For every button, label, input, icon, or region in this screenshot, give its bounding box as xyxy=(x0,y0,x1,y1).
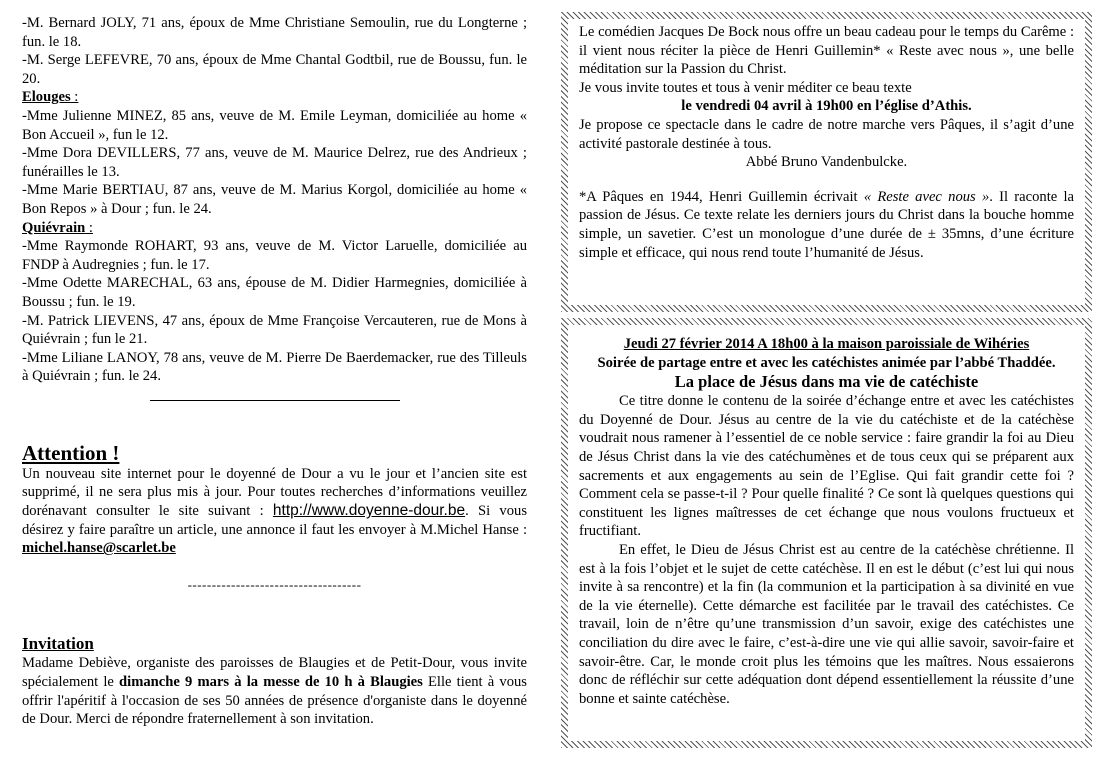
invitation-text: Madame Debiève, organiste des paroisses de Blaugies et de Petit-Dour, vous invite spécialement le dimanche 9 mars à la messe de 10 h à Blaugies Elle tient à vous offrir l'apéritif à l'occasion de ses 50 années de présence d'organiste dans le doyenné de Dour. Merci de répondre fraternellement à son invitation. xyxy=(22,655,527,728)
theatre-date: le vendredi 04 avril à 19h00 en l’église d’Athis. xyxy=(681,98,972,115)
event-subtitle: Soirée de partage entre et avec les catéchistes animée par l’abbé Thaddée. xyxy=(597,354,1056,371)
signature: Abbé Bruno Vandenbulcke. xyxy=(745,154,908,171)
left-column xyxy=(22,14,527,729)
theatre-context: Je propose ce spectacle dans le cadre de notre marche vers Pâques, il s’agit d’une activité pastorale destinée à tous. xyxy=(579,116,1074,152)
section-heading-elouges: Elouges : xyxy=(22,89,79,106)
footnote: *A Pâques en 1944, Henri Guillemin écrivait « Reste avec nous ». Il raconte la passion de Jésus. Ce texte relate les derniers jours du Christ dans la bouche homme simple, un savetier. C’est un monologue d’une durée de ± 35mns, d’une écriture simple et efficace, qui nous rend toute l’humanité de Jésus. xyxy=(579,188,1075,261)
invitation-heading: Invitation xyxy=(22,634,94,654)
section-divider xyxy=(150,400,400,401)
website-link[interactable]: http://www.doyenne-dour.be xyxy=(272,502,466,520)
event-paragraph: Ce titre donne le contenu de la soirée d’échange entre et avec les catéchistes du Doyenné de Dour. Jésus au centre de la vie du catéchiste et de la catéchèse voudrait nous ramener à l’essentiel de ce noble service : faire grandir la foi au Dieu de Jésus Christ dans la vie des catéchumènes et de tous ceux qui se préparent aux sacrements et aux engagements au sein de l’Eglise. Qui fait grandir cette foi ? Comment cela se passe-t-il ? Pour quelle finalité ? Ce sont là quelques questions qui constituent les lignes maîtresses de cet échange que nous voulons fructueux et fructifiant. xyxy=(579,393,1074,540)
event-title: La place de Jésus dans ma vie de catéchiste xyxy=(674,372,979,392)
obituary-entry: -M. Bernard JOLY, 71 ans, époux de Mme Christiane Semoulin, rue du Longterne ; fun. le 18. xyxy=(22,15,527,50)
obituary-entry: -Mme Liliane LANOY, 78 ans, veuve de M. Pierre De Baerdemacker, rue des Tilleuls à Quiévrain ; fun. le 24. xyxy=(22,349,527,385)
obituary-entry: -M. Serge LEFEVRE, 70 ans, époux de Mme Chantal Godtbil, rue de Boussu, fun. le 20. xyxy=(22,52,527,87)
event-paragraph: En effet, le Dieu de Jésus Christ est au centre de la catéchèse chrétienne. Il est à la fois l’objet et le sujet de cette catéchèse. Il en est le début (c’est lui qui nous invite à sa rencontre) et la fin (la communion et la participation à sa divinité en vue de la vie éternelle). Cette démarche est facilitée par le travail des catéchistes. Ce travail, loin de n’être qu’une transmission d’un savoir, exige des catéchistes une conciliation du dire avec le faire, c’est-à-dire une vie qui allie savoir, savoir-faire et savoir-être. Car, le monde croit plus les témoins que les maîtres. Nous essaierons donc de réfléchir sur cette adéquation dont dépend essentiellement la réussite d’une bonne et sainte catéchèse. xyxy=(579,541,1074,707)
email-link[interactable]: michel.hanse@scarlet.be xyxy=(22,540,176,557)
section-heading-quievrain: Quiévrain : xyxy=(22,219,93,236)
attention-text: Un nouveau site internet pour le doyenné de Dour a vu le jour et l’ancien site est supprimé, il ne sera plus mis à jour. Pour toutes recherches d’informations veuillez dorénavant consulter le site suivant : http://www.doyenne-dour.be. Si vous désirez y faire paraître un article, une annonce il faut les envoyer à M.Michel Hanse : michel.hanse@scarlet.be xyxy=(22,465,527,557)
announcement-box-catechists xyxy=(561,318,1092,748)
obituary-entry: -Mme Odette MARECHAL, 63 ans, épouse de M. Didier Harmegnies, domiciliée à Boussu ; fun. le 19. xyxy=(22,275,527,310)
announcement-box-theatre xyxy=(561,12,1092,312)
theatre-intro: Le comédien Jacques De Bock nous offre un beau cadeau pour le temps du Carême : il vient nous réciter la pièce de Henri Guillemin* « Reste avec nous », une belle méditation sur la Passion du Christ. xyxy=(579,24,1074,78)
obituary-entry: -M. Patrick LIEVENS, 47 ans, époux de Mme Françoise Vercauteren, rue de Mons à Quiévrain ; fun le 21. xyxy=(22,312,527,348)
obituary-entry: -Mme Julienne MINEZ, 85 ans, veuve de M. Emile Leyman, domiciliée au home « Bon Accueil », fun le 12. xyxy=(22,107,527,143)
attention-heading: Attention ! xyxy=(22,440,120,465)
event-headline: Jeudi 27 février 2014 A 18h00 à la maison paroissiale de Wihéries xyxy=(623,336,1030,352)
obituary-entry: -Mme Raymonde ROHART, 93 ans, veuve de M. Victor Laruelle, domiciliée au FNDP à Audregnies ; fun. le 17. xyxy=(22,238,527,273)
obituary-entry: -Mme Marie BERTIAU, 87 ans, veuve de M. Marius Korgol, domiciliée au home « Bon Repos » à Dour ; fun. le 24. xyxy=(22,182,527,217)
theatre-invite: Je vous invite toutes et tous à venir méditer ce beau texte xyxy=(579,79,912,96)
obituary-entry: -Mme Dora DEVILLERS, 77 ans, veuve de M. Maurice Delrez, rue des Andrieux ; funérailles le 13. xyxy=(22,145,527,180)
dashed-divider: ------------------------------------ xyxy=(187,576,362,592)
